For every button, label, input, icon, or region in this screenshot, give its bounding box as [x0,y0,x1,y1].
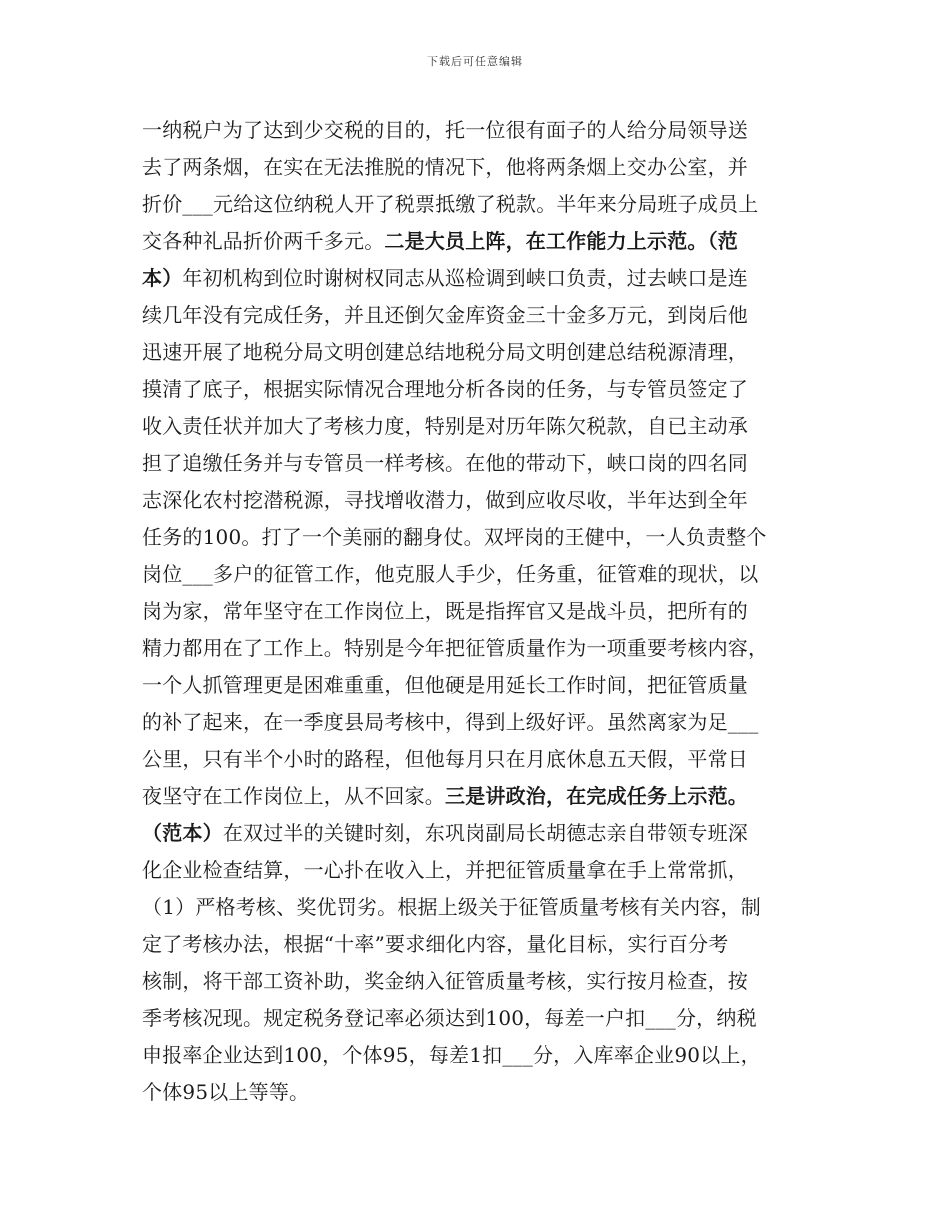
text-segment: 夜坚守在工作岗位上，从不回家。 [142,784,445,808]
text-segment: 精力都用在了工作上。特别是今年把征管质量作为一项重要考核内容， [142,636,769,660]
text-segment: 年初机构到位时谢树权同志从巡检调到峡口负责，过去峡口是连 [182,266,749,290]
text-segment: 岗位___多户的征管工作，他克服人手少，任务重，征管难的现状，以 [142,562,759,586]
text-line [142,149,827,186]
bold-text-segment: 二是大员上阵，在工作能力上示范。（范 [384,229,739,253]
text-line [142,1074,827,1111]
text-line [142,519,827,556]
text-segment: 核制，将干部工资补助，奖金纳入征管质量考核，实行按月检查，按 [142,969,748,993]
bold-text-segment: 三是讲政治，在完成任务上示范。 [445,784,748,808]
text-line [142,1037,827,1074]
text-segment: 摸清了底子，根据实际情况合理地分析各岗的任务，与专管员签定了 [142,377,748,401]
text-segment: 在双过半的关键时刻，东巩岗副局长胡德志亲自带领专班深 [222,821,749,845]
text-line [142,260,827,297]
text-segment: 担了追缴任务并与专管员一样考核。在他的带动下，峡口岗的四名同 [142,451,748,475]
text-segment: 续几年没有完成任务，并且还倒欠金库资金三十金多万元，到岗后他 [142,303,748,327]
text-segment: 化企业检查结算，一心扑在收入上，并把征管质量拿在手上常常抓， [142,858,748,882]
text-line [142,482,827,519]
text-segment: 任务的100。打了一个美丽的翻身仗。双坪岗的王健中，一人负责整个 [142,525,767,549]
text-line [142,223,827,260]
text-segment: 迅速开展了地税分局文明创建总结地税分局文明创建总结税源清理， [142,340,748,364]
text-line [142,408,827,445]
text-line [142,963,827,1000]
text-segment: 一纳税户为了达到少交税的目的，托一位很有面子的人给分局领导送 [142,118,748,142]
text-line [142,112,827,149]
text-line [142,186,827,223]
text-segment: 公里，只有半个小时的路程，但他每月只在月底休息五天假，平常日 [142,747,748,771]
page-header: 下载后可任意编辑 [427,55,523,68]
text-line [142,926,827,963]
text-line [142,778,827,815]
bold-text-segment: 本） [142,266,183,290]
text-line [142,815,827,852]
text-segment: 申报率企业达到100，个体95，每差1扣___分，入库率企业90以上， [142,1043,761,1067]
document-body [142,112,827,1111]
text-segment: 季考核况现。规定税务登记率必须达到100，每差一户扣___分，纳税 [142,1006,757,1030]
text-segment: 折价___元给这位纳税人开了税票抵缴了税款。半年来分局班子成员上 [142,192,759,216]
text-segment: 岗为家，常年坚守在工作岗位上，既是指挥官又是战斗员，把所有的 [142,599,748,623]
bold-text-segment: （范本） [142,821,223,845]
text-line [142,371,827,408]
text-line [142,704,827,741]
text-line [142,334,827,371]
text-line [142,852,827,889]
text-segment: 的补了起来，在一季度县局考核中，得到上级好评。虽然离家为足___ [142,710,759,734]
text-line [142,889,827,926]
text-segment: 志深化农村挖潜税源，寻找增收潜力，做到应收尽收，半年达到全年 [142,488,748,512]
text-line [142,741,827,778]
text-line [142,297,827,334]
text-line [142,556,827,593]
text-segment: 个体95以上等等。 [142,1080,310,1104]
text-line [142,630,827,667]
text-segment: 收入责任状并加大了考核力度，特别是对历年陈欠税款，自已主动承 [142,414,748,438]
text-line [142,445,827,482]
text-segment: （1）严格考核、奖优罚劣。根据上级关于征管质量考核有关内容，制 [142,895,761,919]
text-segment: 一个人抓管理更是困难重重，但他硬是用延长工作时间，把征管质量 [142,673,748,697]
text-line [142,593,827,630]
text-line [142,667,827,704]
text-line [142,1000,827,1037]
text-segment: 交各种礼品折价两千多元。 [142,229,385,253]
text-segment: 去了两条烟，在实在无法推脱的情况下，他将两条烟上交办公室，并 [142,155,748,179]
text-segment: 定了考核办法，根据“十率”要求细化内容，量化目标，实行百分考 [142,932,729,956]
